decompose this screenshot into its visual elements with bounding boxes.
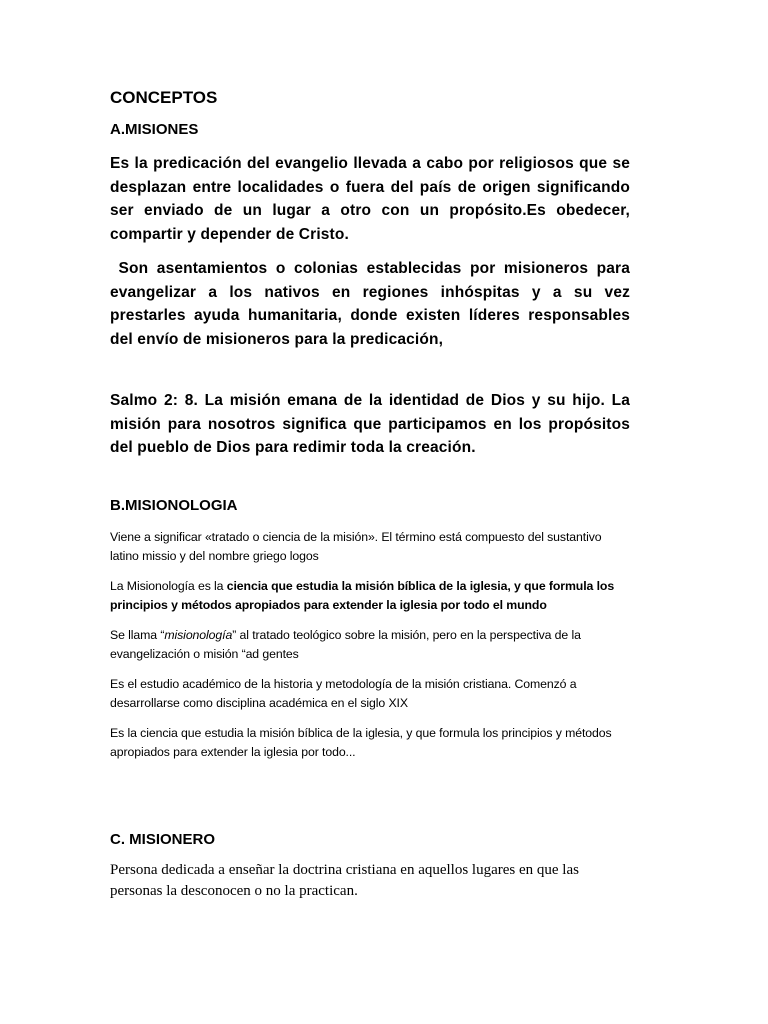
section-b-paragraph-2-bold: ciencia que estudia la misión bíblica de la iglesia, y que formula los principios y métodos apropiados para extender la iglesia por todo el mundo [110,578,615,612]
section-c-heading: C. MISIONERO [110,830,216,848]
section-a-paragraph-2: Son asentamientos o colonias establecidas por misioneros para evangelizar a los nativos en regiones inhóspitas y a su vez prestarles ayuda humanitaria, donde existen líderes responsables del envío de misioneros para la predicación, [110,260,635,348]
section-c-paragraph: Persona dedicada a enseñar la doctrina cristiana en aquellos lugares en que las personas la desconocen o no la practican. [110,861,579,899]
section-b-paragraph-1: Viene a significar «tratado o ciencia de la misión». El término está compuesto del sustantivo latino missio y del nombre griego logos [110,529,602,563]
section-a-paragraph-3: Salmo 2: 8. La misión emana de la identidad de Dios y su hijo. La misión para nosotros significa que participamos en los propósitos del pueblo de Dios para redimir toda la creación. [110,392,630,456]
section-b-paragraph-3 [110,626,630,664]
section-b-paragraph-2 [110,577,630,615]
section-b-paragraph-3-prefix: Se llama “ [110,627,165,642]
section-b-paragraph-2-prefix: La Misionología es la [110,578,227,593]
section-a-paragraph-1: Es la predicación del evangelio llevada a cabo por religiosos que se desplazan entre localidades o fuera del país de origen significando ser enviado de un lugar a otro con un propósito.Es obedecer, compartir y depender de Cristo. [110,155,630,243]
page-title: CONCEPTOS [110,88,218,107]
section-a-heading: A.MISIONES [110,121,199,138]
document-page [110,86,635,902]
section-b-paragraph-3-suffix: ” al tratado teológico sobre la misión, pero en la perspectiva de la evangelización o misión “ad gentes [110,627,581,661]
section-b-paragraph-4: Es el estudio académico de la historia y metodología de la misión cristiana. Comenzó a desarrollarse como disciplina académica en el siglo XIX [110,676,577,710]
section-b-paragraph-3-italic: misionología [164,627,233,642]
section-b-heading: B.MISIONOLOGIA [110,496,238,514]
section-b-paragraph-5: Es la ciencia que estudia la misión bíblica de la iglesia, y que formula los principios y métodos apropiados para extender la iglesia por todo... [110,725,612,759]
